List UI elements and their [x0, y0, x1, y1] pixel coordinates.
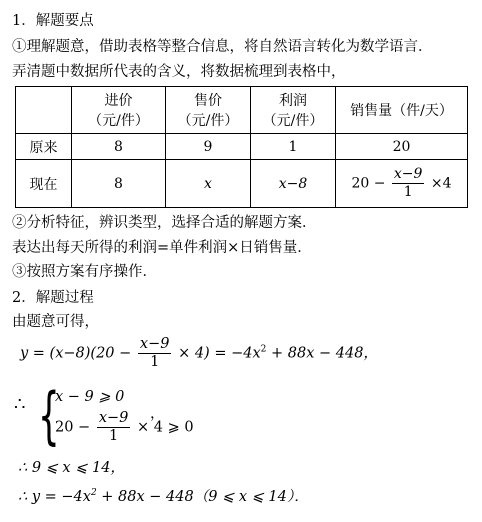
- original-profit: 1: [251, 134, 336, 160]
- eq1-exponent: 2: [260, 344, 267, 355]
- header-sales-label: 销售量（件/天）: [350, 103, 453, 119]
- inequality-2: [55, 411, 194, 444]
- fraction-denominator: 1: [403, 184, 413, 200]
- eq1-numerator: x−9: [139, 336, 170, 352]
- now-profit: x−8: [251, 160, 336, 208]
- therefore-symbol: ∴: [14, 394, 26, 415]
- profit-equation: [20, 337, 378, 370]
- point3-line: ③按照方案有序操作．: [12, 264, 157, 280]
- table-row: [16, 134, 468, 160]
- eq1-denominator: 1: [150, 354, 160, 370]
- final-suffix: + 88x − 448（9 ⩽ x ⩽ 14）．: [96, 489, 309, 505]
- section2-heading: 2．解题过程: [12, 290, 94, 306]
- header-cost-unit: （元/件）: [88, 113, 149, 129]
- row-label-original: 原来: [16, 134, 72, 160]
- fraction-numerator: x−9: [393, 166, 423, 182]
- header-cost-label: 进价: [104, 93, 133, 109]
- derive-intro: 由题意可得，: [12, 314, 99, 330]
- ineq2-numerator: x−9: [98, 410, 129, 426]
- header-price-label: 售价: [194, 93, 222, 109]
- now-sales-fraction: [392, 167, 425, 200]
- header-cell-sales: [336, 87, 468, 134]
- point1-line2: 弄清题中数据所代表的含义，将数据梳理到表格中，: [12, 64, 346, 80]
- point1-line1: ①理解题意，借助表格等整合信息，将自然语言转化为数学语言．: [12, 39, 433, 55]
- eq1-lhs: y = (x−8)(20 −: [20, 345, 132, 362]
- now-sales-prefix: 20 −: [351, 175, 386, 192]
- eq1-fraction: [138, 337, 172, 370]
- ineq2-denominator: 1: [108, 428, 119, 444]
- range-line: ∴ 9 ⩽ x ⩽ 14，: [18, 460, 125, 476]
- header-cell-cost: [72, 87, 166, 134]
- final-answer: [18, 483, 309, 507]
- eq1-rhs-b: + 88x − 448，: [266, 345, 378, 362]
- now-sales: [336, 160, 468, 208]
- header-profit-label: 利润: [279, 93, 307, 109]
- row-label-now: 现在: [16, 160, 72, 208]
- final-prefix: ∴ y = −4x: [18, 489, 91, 505]
- header-cell-empty: [16, 87, 72, 134]
- original-sales: 20: [336, 134, 468, 160]
- ineq2-prefix: 20 −: [55, 419, 91, 436]
- now-cost: 8: [72, 160, 166, 208]
- header-price-unit: （元/件）: [177, 113, 239, 129]
- point2-detail: 表达出每天所得的利润=单件利润×日销售量．: [12, 240, 312, 256]
- price-table: [15, 86, 468, 208]
- system-brace: {: [38, 379, 60, 452]
- eq1-rhs-a: × 4) = −4x: [178, 345, 261, 362]
- ineq2-fraction: [97, 411, 131, 444]
- table-header-row: [16, 87, 468, 134]
- original-cost: 8: [72, 134, 166, 160]
- section1-heading: 1．解题要点: [12, 13, 94, 29]
- final-exponent: 2: [90, 488, 97, 498]
- system-comma: ，: [150, 406, 165, 422]
- original-price: 9: [166, 134, 251, 160]
- now-price: x: [166, 160, 251, 208]
- header-cell-profit: [251, 87, 336, 134]
- now-sales-suffix: ×4: [430, 175, 452, 192]
- point2-line: ②分析特征，辨识类型，选择合适的解题方案．: [12, 215, 317, 231]
- header-profit-unit: （元/件）: [262, 113, 324, 129]
- header-cell-price: [166, 87, 251, 134]
- ineq2-suffix: × 4 ⩾ 0: [137, 419, 194, 436]
- table-row: [16, 160, 468, 208]
- inequality-1: x − 9 ⩾ 0: [55, 389, 125, 405]
